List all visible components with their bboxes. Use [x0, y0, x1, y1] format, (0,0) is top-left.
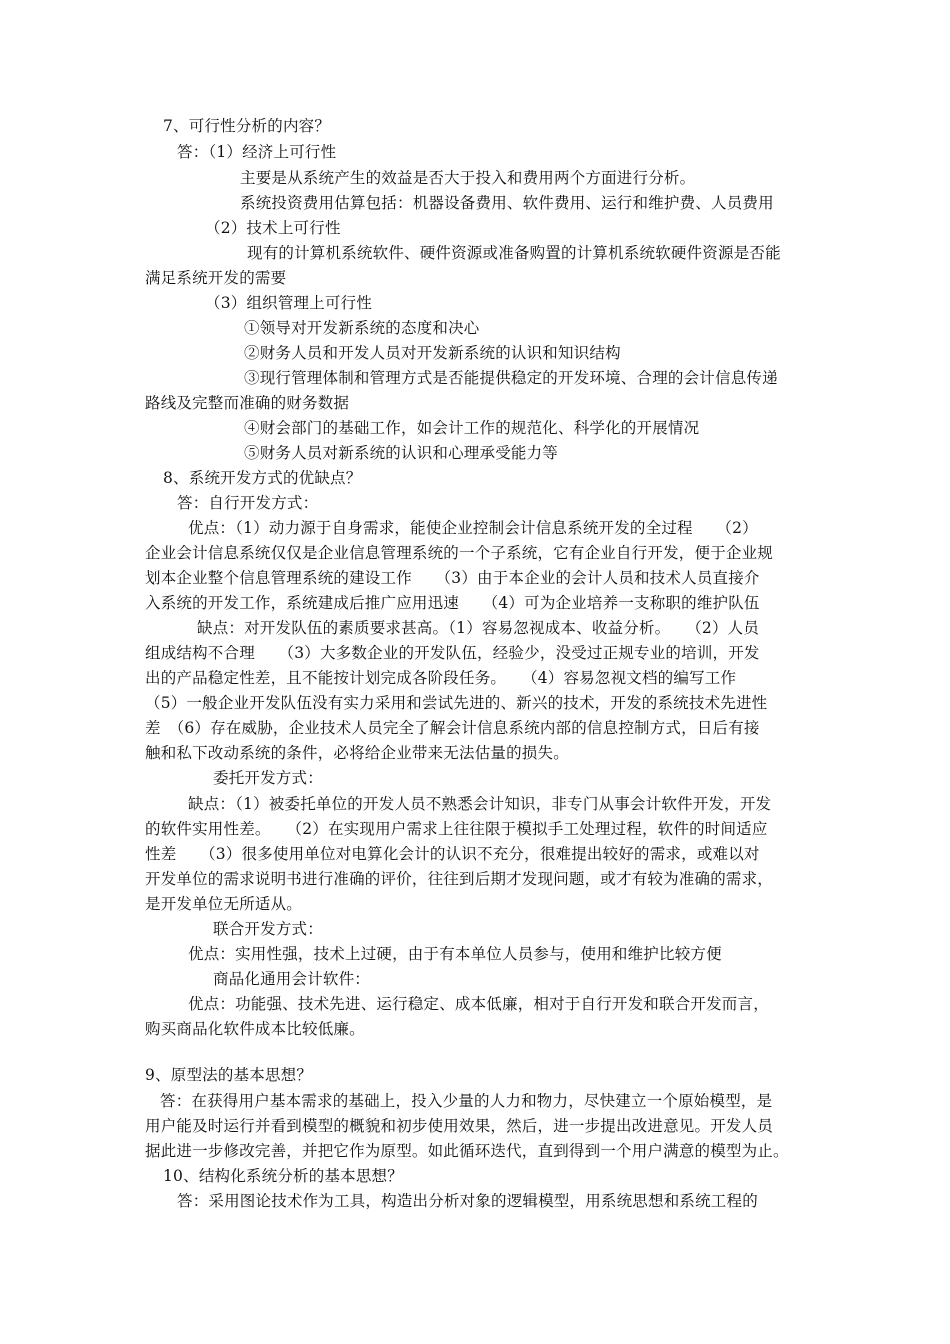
answer-line: ④财会部门的基础工作，如会计工作的规范化、科学化的开展情况 — [244, 419, 700, 437]
answer-line: 系统投资费用估算包括：机器设备费用、软件费用、运行和维护费、人员费用 — [240, 194, 774, 212]
question-9-heading: 9、原型法的基本思想？ — [145, 1066, 313, 1084]
question-7-heading: 7、可行性分析的内容？ — [163, 117, 331, 135]
answer-line: 委托开发方式： — [213, 769, 323, 787]
answer-line: 优点：（1）动力源于自身需求，能使企业控制会计信息系统开发的全过程 （2） — [188, 519, 758, 537]
answer-line: 答：自行开发方式： — [177, 494, 319, 512]
question-10-heading: 10、结构化系统分析的基本思想？ — [163, 1167, 403, 1185]
answer-line: 答：采用图论技术作为工具，构造出分析对象的逻辑模型，用系统思想和系统工程的 — [177, 1192, 758, 1210]
answer-line: 用户能及时运行并看到模型的概貌和初步使用效果，然后，进一步提出改进意见。开发人员 — [145, 1117, 774, 1135]
answer-line: （2）技术上可行性 — [205, 219, 341, 237]
answer-line: 企业会计信息系统仅仅是企业信息管理系统的一个子系统，它有企业自行开发，便于企业规 — [145, 544, 774, 562]
answer-line: 缺点：对开发队伍的素质要求甚高。（1）容易忽视成本、收益分析。 （2）人员 — [197, 619, 760, 637]
answer-line: （5）一般企业开发队伍没有实力采用和尝试先进的、新兴的技术，开发的系统技术先进性 — [145, 694, 768, 712]
answer-line: ①领导对开发新系统的态度和决心 — [244, 319, 480, 337]
answer-line: 现有的计算机系统软件、硬件资源或准备购置的计算机系统软硬件资源是否能 — [247, 244, 781, 262]
answer-line: 主要是从系统产生的效益是否大于投入和费用两个方面进行分析。 — [240, 169, 696, 187]
question-8-heading: 8、系统开发方式的优缺点？ — [163, 469, 362, 487]
answer-line: 差 （6）存在威胁，企业技术人员完全了解会计信息系统内部的信息控制方式，日后有接 — [145, 719, 760, 737]
answer-line: 商品化通用会计软件： — [213, 970, 371, 988]
answer-line: 的软件实用性差。 （2）在实现用户需求上往往限于模拟手工处理过程，软件的时间适应 — [145, 820, 768, 838]
answer-line: 是开发单位无所适从。 — [145, 895, 303, 913]
answer-line: 开发单位的需求说明书进行准确的评价，往往到后期才发现问题，或才有较为准确的需求， — [145, 870, 774, 888]
answer-line: 满足系统开发的需要 — [145, 269, 287, 287]
answer-line: 出的产品稳定性差，且不能按计划完成各阶段任务。 （4）容易忽视文档的编写工作 — [145, 669, 737, 687]
answer-line: 路线及完整而准确的财务数据 — [145, 394, 350, 412]
answer-line: 购买商品化软件成本比较低廉。 — [145, 1020, 365, 1038]
answer-line: 联合开发方式： — [213, 920, 323, 938]
answer-line: 优点：功能强、技术先进、运行稳定、成本低廉，相对于自行开发和联合开发而言， — [188, 995, 769, 1013]
answer-line: 组成结构不合理 （3）大多数企业的开发队伍，经验少，没受过正规专业的培训，开发 — [145, 644, 760, 662]
answer-line: 据此进一步修改完善，并把它作为原型。如此循环迭代，直到得到一个用户满意的模型为止。 — [145, 1142, 789, 1160]
answer-line: ③现行管理体制和管理方式是否能提供稳定的开发环境、合理的会计信息传递 — [244, 369, 778, 387]
answer-line: 入系统的开发工作，系统建成后推广应用迅速 （4）可为企业培养一支称职的维护队伍 — [145, 594, 760, 612]
answer-line: 性差 （3）很多使用单位对电算化会计的认识不充分，很难提出较好的需求，或难以对 — [145, 845, 760, 863]
answer-line: 缺点：（1）被委托单位的开发人员不熟悉会计知识，非专门从事会计软件开发，开发 — [188, 795, 772, 813]
answer-line: ②财务人员和开发人员对开发新系统的认识和知识结构 — [244, 344, 621, 362]
answer-line: ⑤财务人员对新系统的认识和心理承受能力等 — [244, 444, 559, 462]
answer-line: 划本企业整个信息管理系统的建设工作 （3）由于本企业的会计人员和技术人员直接介 — [145, 569, 760, 587]
answer-line: 优点：实用性强，技术上过硬，由于有本单位人员参与，使用和维护比较方便 — [188, 945, 722, 963]
answer-line: 答：（1）经济上可行性 — [177, 143, 337, 161]
answer-line: （3）组织管理上可行性 — [205, 294, 373, 312]
answer-line: 答：在获得用户基本需求的基础上，投入少量的人力和物力，尽快建立一个原始模型，是 — [160, 1092, 773, 1110]
answer-line: 触和私下改动系统的条件，必将给企业带来无法估量的损失。 — [145, 744, 569, 762]
